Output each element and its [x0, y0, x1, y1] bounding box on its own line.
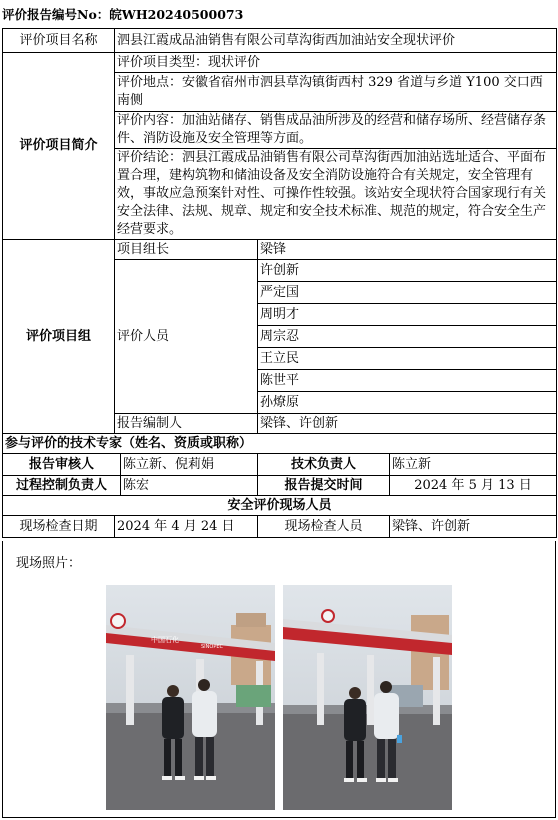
site-photo [283, 585, 452, 810]
site-photos-section [2, 541, 556, 818]
project-conclusion: 评价结论：泗县江霞成品油销售有限公司草沟街西加油站选址适合、平面布置合理，建构筑物和储油设备及安全消防设施符合有关规定，安全管理有效，事故应急预案针对性、可操作性较强。该站安全现状符合国家现行有关安全法律、法规、规章、规定和安全技术标准、规范的规定，符合安全生产经营要求。 [115, 149, 557, 240]
site-staff-label: 现场检查人员 [258, 516, 390, 538]
project-type: 评价项目类型：现状评价 [115, 53, 557, 73]
team-leader-value: 梁锋 [258, 240, 557, 260]
evaluator-name: 严定国 [258, 282, 557, 304]
evaluator-name: 周明才 [258, 304, 557, 326]
report-writer-value: 梁锋、许创新 [258, 414, 557, 434]
evaluators-label: 评价人员 [115, 260, 258, 414]
site-staff-value: 梁锋、许创新 [390, 516, 557, 538]
project-team-label: 评价项目组 [3, 240, 115, 434]
submit-time-value: 2024 年 5 月 13 日 [390, 476, 557, 496]
evaluator-name: 许创新 [258, 260, 557, 282]
site-date-value: 2024 年 4 月 24 日 [115, 516, 258, 538]
reviewer-label: 报告审核人 [3, 454, 121, 476]
project-content: 评价内容：加油站储存、销售成品油所涉及的经营和储存场所、经营储存条件、消防设施及安全管理等方面。 [115, 112, 557, 149]
team-leader-label: 项目组长 [115, 240, 258, 260]
tech-lead-label: 技术负责人 [258, 454, 390, 476]
reviewer-value: 陈立新、倪莉娟 [121, 454, 258, 476]
experts-heading: 参与评价的技术专家（姓名、资质或职称） [3, 434, 557, 454]
process-lead-label: 过程控制负责人 [3, 476, 121, 496]
submit-time-label: 报告提交时间 [258, 476, 390, 496]
report-number-value: No：皖WH20240500073 [77, 7, 244, 22]
report-number-label: 评价报告编号 [2, 7, 78, 22]
tech-lead-value: 陈立新 [390, 454, 557, 476]
gas-station-sign-en: SINOPEC [201, 644, 223, 650]
process-lead-value: 陈宏 [121, 476, 258, 496]
evaluation-info-table [2, 28, 557, 538]
report-number-header [2, 4, 556, 26]
site-photos-caption: 现场照片： [16, 556, 82, 571]
evaluator-name: 孙燎原 [258, 392, 557, 414]
project-name-value: 泗县江霞成品油销售有限公司草沟街西加油站安全现状评价 [115, 29, 557, 53]
site-photo [106, 585, 275, 810]
evaluator-name: 王立民 [258, 348, 557, 370]
evaluator-name: 陈世平 [258, 370, 557, 392]
evaluator-name: 周宗忍 [258, 326, 557, 348]
site-date-label: 现场检查日期 [3, 516, 115, 538]
report-writer-label: 报告编制人 [115, 414, 258, 434]
site-personnel-heading: 安全评价现场人员 [3, 496, 557, 516]
project-location: 评价地点：安徽省宿州市泗县草沟镇街西村 329 省道与乡道 Y100 交口西南侧 [115, 73, 557, 112]
project-summary-label: 评价项目简介 [3, 53, 115, 240]
project-name-label: 评价项目名称 [3, 29, 115, 53]
gas-station-sign: 中国石化 [151, 636, 179, 644]
